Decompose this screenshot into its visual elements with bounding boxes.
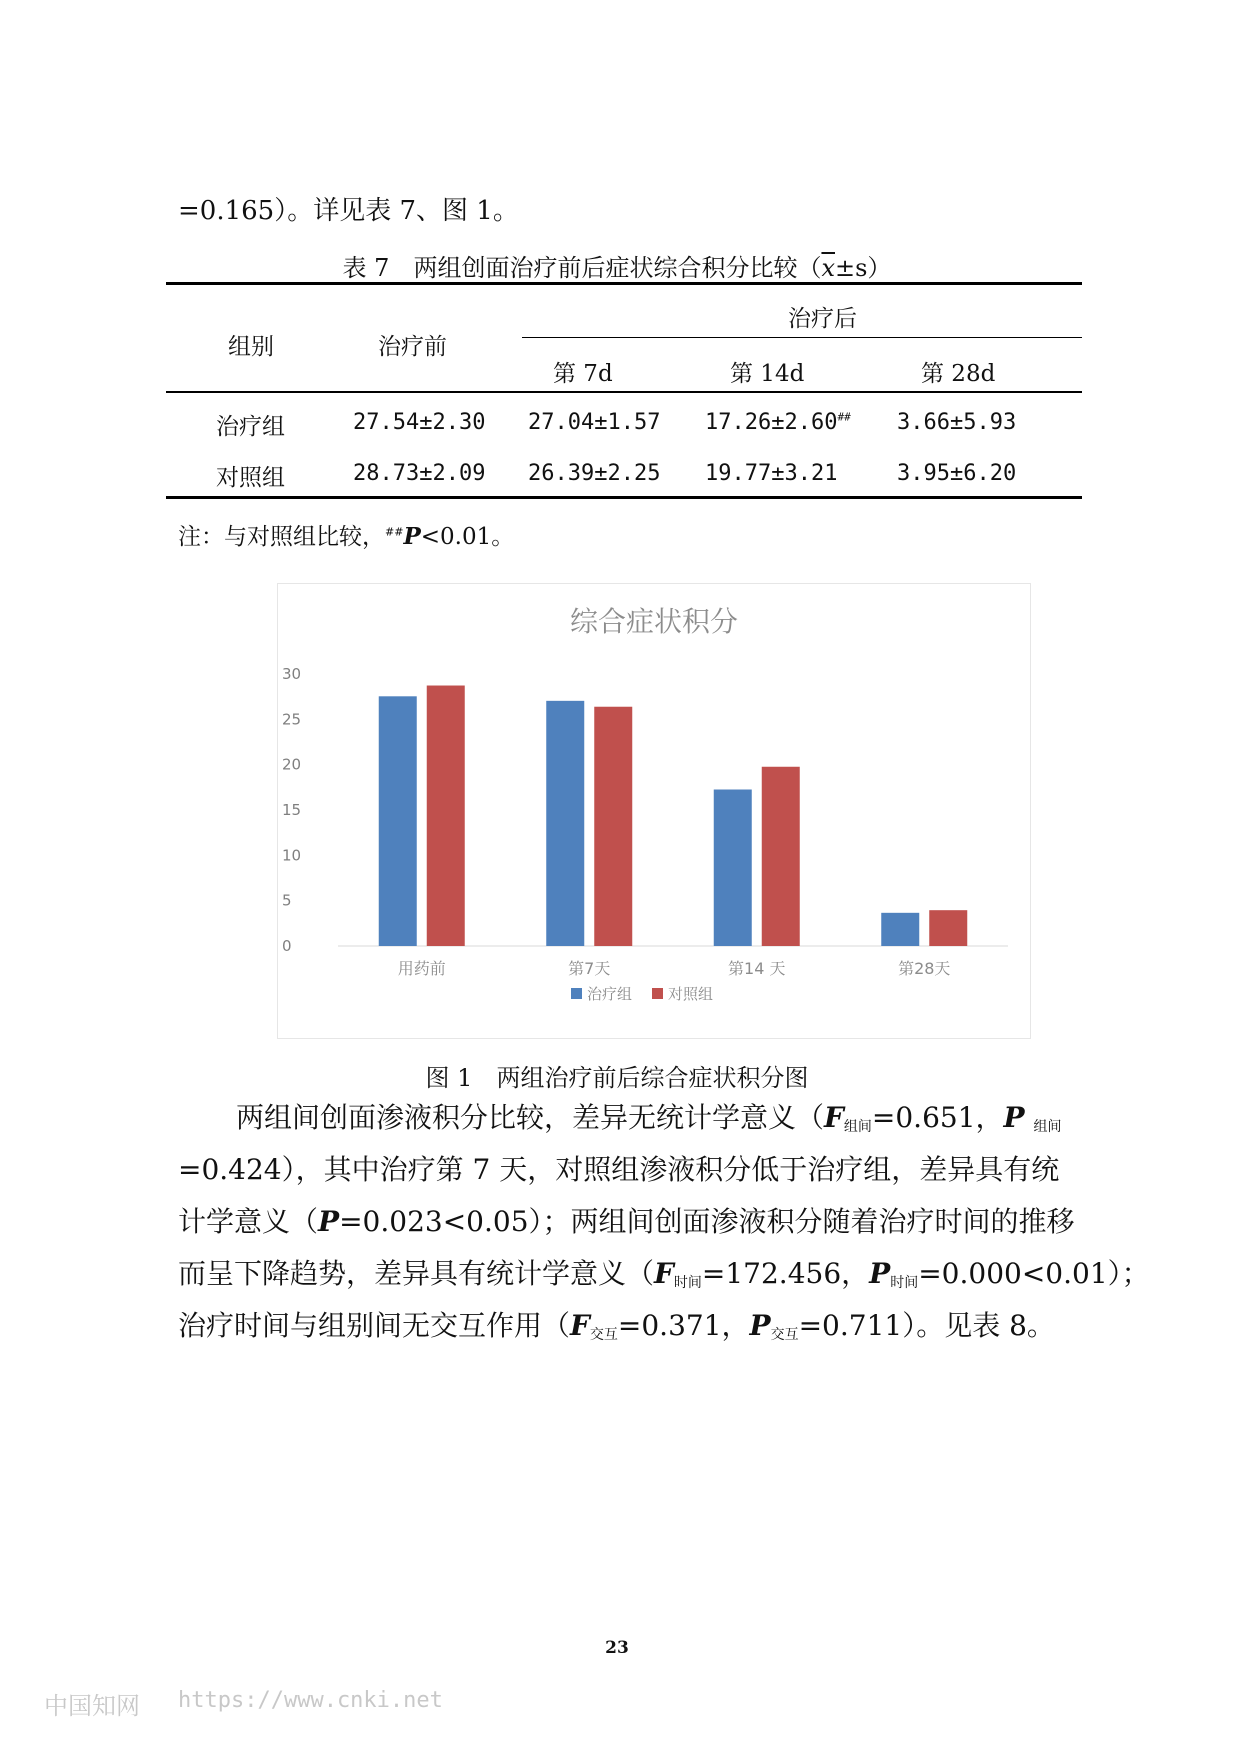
table-header-after: 治疗后 [788,306,857,332]
x-tick-label: 用药前 [397,959,446,978]
table-row-1-d28: 3.66±5.93 [897,410,1017,435]
para-l4-text-b: =172.456， [701,1257,870,1290]
para-l5-text-c: =0.711）。见表 8。 [798,1309,1055,1342]
paragraph-line-5 [178,1304,1055,1344]
table-row-1-group: 治疗组 [216,414,285,440]
legend-label-治疗组: 治疗组 [587,985,633,1003]
para-l5-text-b: =0.371， [617,1309,750,1342]
table-note-prefix: 注：与对照组比较， [178,524,385,550]
x-tick-label: 第14 天 [728,959,786,978]
watermark-logo: 中国知网 [44,1692,140,1720]
table-header-d28: 第 28d [921,361,996,387]
bar-对照组-第14 天 [762,767,800,946]
bar-对照组-第28天 [929,910,967,946]
paragraph-line-4 [178,1252,1150,1292]
table-row-2-d28: 3.95±6.20 [897,461,1017,486]
table-row-2-d14: 19.77±3.21 [705,461,838,486]
para-l1-text-a: 两组间创面渗液积分比较，差异无统计学意义（ [236,1101,825,1134]
table-header-d7: 第 7d [553,361,613,387]
para-l3-text-a: 计学意义（ [178,1205,319,1238]
para-l5-f: F [570,1309,590,1342]
legend-swatch-治疗组 [571,988,582,999]
bar-治疗组-第28天 [881,913,919,946]
table-note [178,518,514,551]
table-caption-xbar: $\overline{x}$ [821,254,835,282]
para-l5-text-a: 治疗时间与组别间无交互作用（ [178,1309,571,1342]
table-bottom-rule [166,496,1082,499]
para-l4-p: P [869,1257,891,1290]
bar-治疗组-用药前 [379,696,417,946]
y-tick-label: 5 [282,891,292,910]
legend-swatch-对照组 [652,988,663,999]
legend-label-对照组: 对照组 [668,985,714,1003]
table-caption-prefix: 表 7 两组创面治疗前后症状综合积分比较（ [342,254,822,282]
y-tick-label: 25 [282,710,302,729]
para-l4-text-a: 而呈下降趋势，差异具有统计学意义（ [178,1257,655,1290]
para-l1-f: F [824,1101,844,1134]
table-header-before: 治疗前 [378,334,447,360]
intro-line: =0.165）。详见表 7、图 1。 [178,196,519,226]
y-tick-label: 30 [282,665,302,683]
para-l1-text-b: =0.651， [871,1101,1004,1134]
y-tick-label: 15 [282,801,302,819]
para-l1-sub1: 组间 [843,1119,872,1135]
y-tick-label: 10 [282,846,302,865]
figure-caption: 图 1 两组治疗前后综合症状积分图 [425,1064,809,1092]
table-note-mark: ## [385,525,404,539]
para-l5-p: P [749,1309,771,1342]
bar-对照组-第7天 [594,707,632,946]
para-l1-p: P [1003,1101,1025,1134]
chart-frame [277,583,1031,1039]
table-row-1-d7: 27.04±1.57 [528,410,661,435]
table-row-1-d14-mark: ## [837,410,851,424]
para-l3-p: P [318,1205,340,1238]
table-top-rule [166,282,1082,285]
table-caption [0,248,1234,283]
bar-chart [278,584,1030,1038]
y-tick-label: 0 [282,937,292,955]
para-l1-sub2: 组间 [1033,1119,1062,1135]
para-l5-sub2: 交互 [770,1327,799,1343]
bar-治疗组-第14 天 [714,790,752,946]
x-tick-label: 第28天 [898,959,951,978]
paragraph-line-1 [236,1096,1062,1136]
table-note-suffix: <0.01。 [420,524,515,550]
y-tick-label: 20 [282,755,302,774]
table-row-2-d7: 26.39±2.25 [528,461,661,486]
table-row-2-group: 对照组 [216,465,285,491]
table-row-1-d14 [705,410,851,435]
chart-title: 综合症状积分 [569,605,738,638]
watermark-url: https://www.cnki.net [178,1688,443,1713]
table-note-p: P [403,523,421,550]
table-header-d14: 第 14d [730,361,805,387]
table-row-1-before: 27.54±2.30 [353,410,486,435]
paragraph-line-2: =0.424），其中治疗第 7 天，对照组渗液积分低于治疗组，差异具有统 [178,1153,1060,1186]
table-row-2-before: 28.73±2.09 [353,461,486,486]
table-row-1-d14-value: 17.26±2.60 [705,410,838,435]
para-l4-f: F [654,1257,674,1290]
x-tick-label: 第7天 [568,959,611,978]
para-l5-sub1: 交互 [589,1327,618,1343]
bar-治疗组-第7天 [546,701,584,946]
para-l4-text-c: =0.000<0.01）； [918,1257,1150,1290]
table-mid-rule [166,391,1082,393]
para-l3-text-b: =0.023<0.05）；两组间创面渗液积分随着治疗时间的推移 [339,1205,1075,1238]
table-sub-rule [522,337,1082,338]
table-header-group: 组别 [228,334,274,360]
paragraph-line-3 [178,1200,1075,1240]
para-l4-sub1: 时间 [673,1275,702,1291]
page-number: 23 [605,1638,629,1658]
bar-对照组-用药前 [427,686,465,946]
para-l4-sub2: 时间 [890,1275,919,1291]
table-caption-suffix: ±s） [835,254,892,282]
